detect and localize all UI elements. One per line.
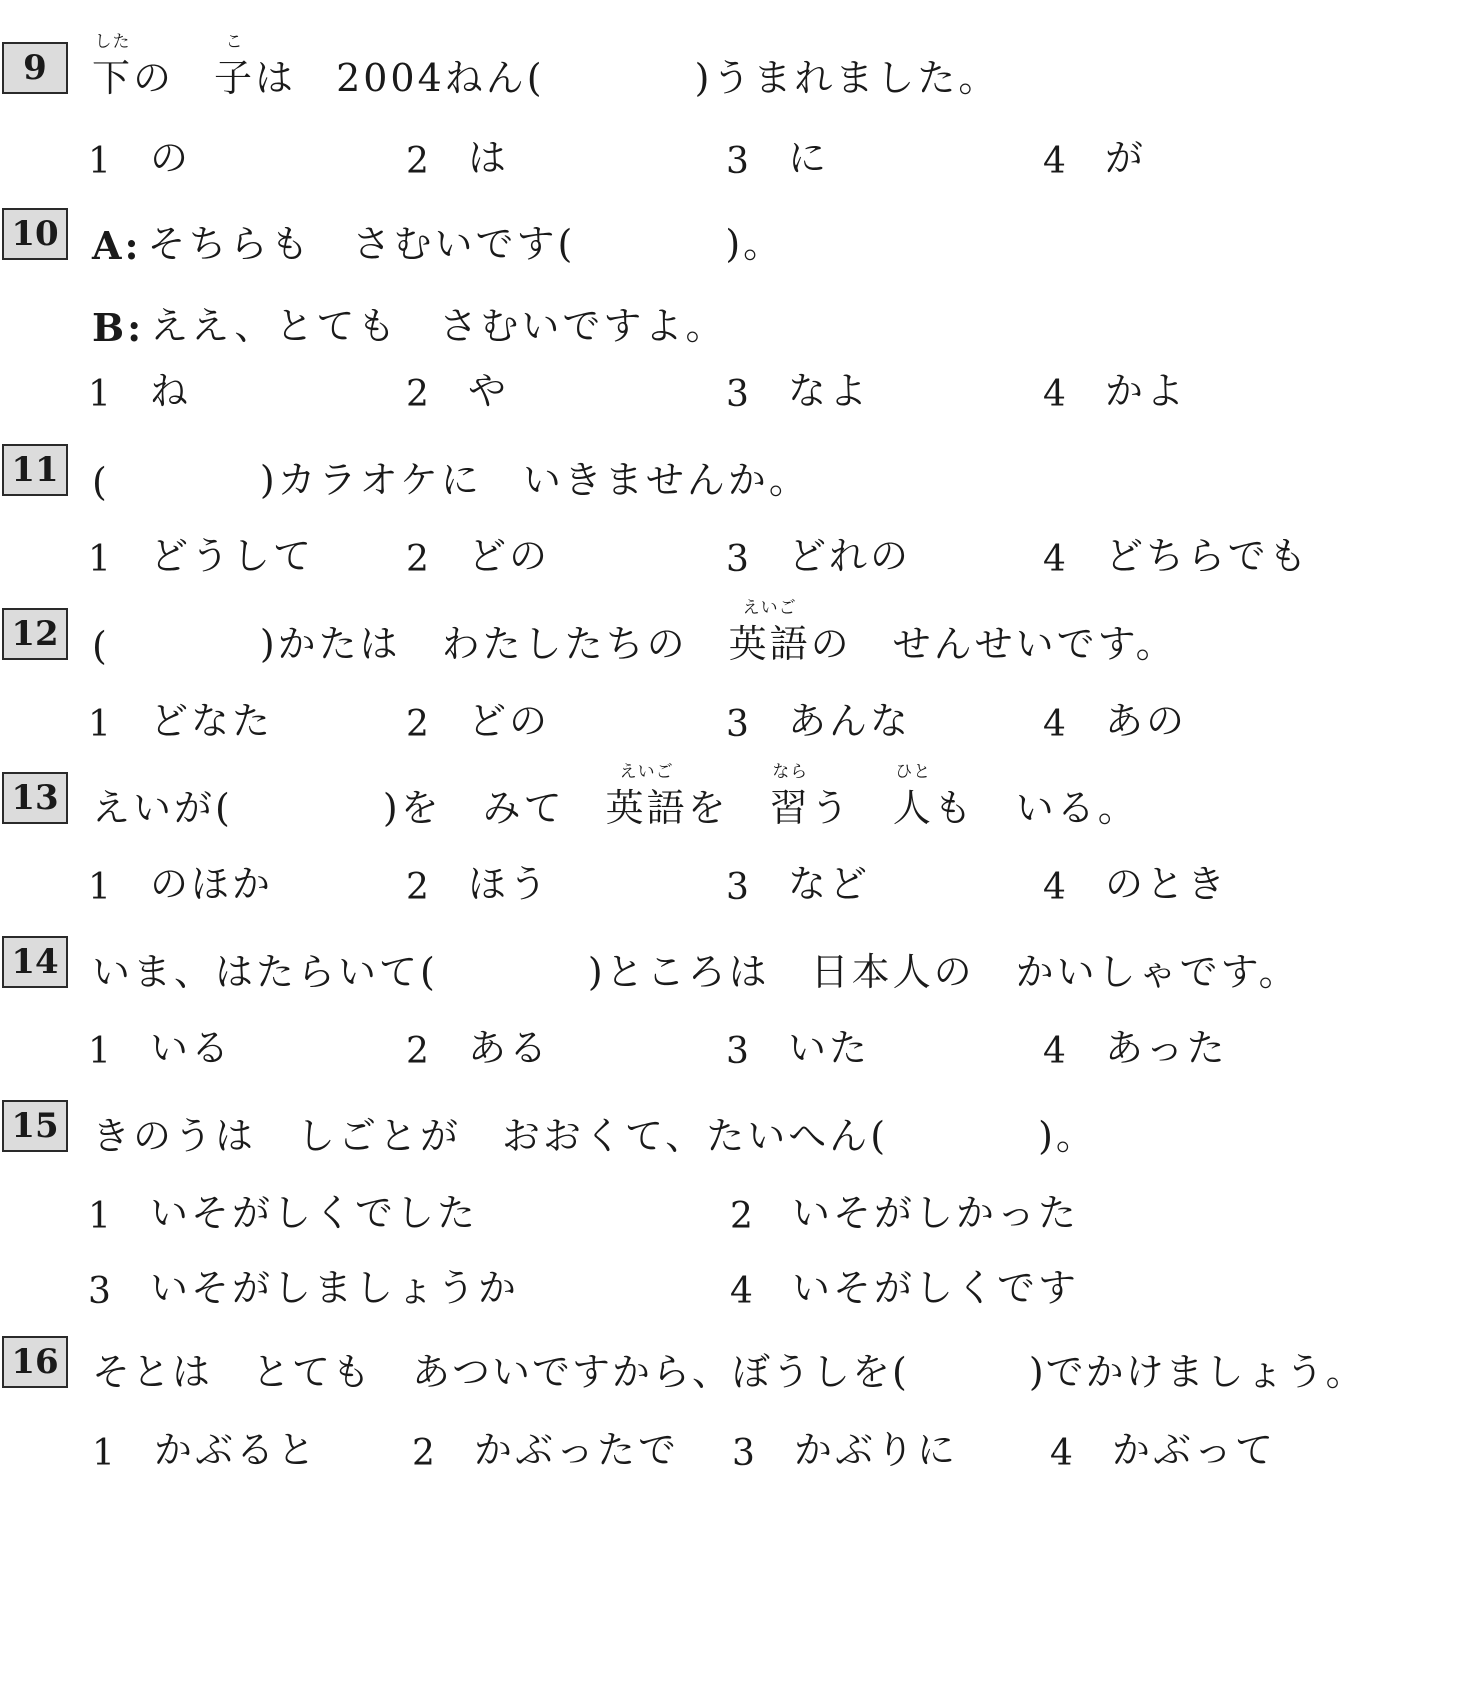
options-12 [0, 685, 1459, 745]
question-15 [0, 1100, 1459, 1160]
question-number: 10 [2, 208, 68, 260]
option-4[interactable]: 4 どちらでも [1043, 534, 1310, 580]
option-4[interactable]: 4 のとき [1043, 862, 1229, 908]
option-1[interactable]: 1 かぶると [92, 1428, 319, 1474]
furigana: えいご [619, 762, 674, 782]
option-1[interactable]: 1 いる [88, 1026, 233, 1072]
option-2[interactable]: 2 どの [406, 534, 551, 580]
option-4[interactable]: 4 かよ [1043, 369, 1188, 415]
option-2[interactable]: 2 いそがしかった [730, 1191, 1080, 1237]
option-3[interactable]: 3 など [726, 862, 871, 908]
ruby-word: なら 習 [770, 777, 811, 832]
option-1[interactable]: 1 どうして [88, 534, 315, 580]
option-4[interactable]: 4 が [1043, 136, 1147, 182]
option-3[interactable]: 3 いた [726, 1026, 871, 1072]
furigana: えいご [742, 598, 797, 618]
options-15-row-2 [0, 1252, 1459, 1312]
question-number: 11 [2, 444, 68, 496]
option-1[interactable]: 1 ね [88, 369, 192, 415]
option-3[interactable]: 3 なよ [726, 369, 871, 415]
question-number: 9 [2, 42, 68, 94]
question-stem: そとは とても あついですから、ぼうしを( )でかけましょう。 [92, 1350, 1366, 1394]
option-2[interactable]: 2 ほう [406, 862, 551, 908]
question-number: 13 [2, 772, 68, 824]
question-12 [0, 598, 1459, 668]
option-2[interactable]: 2 は [406, 136, 510, 182]
options-10 [0, 355, 1459, 415]
question-9 [0, 32, 1459, 102]
question-13 [0, 762, 1459, 832]
ruby-word: えいご 英語 [729, 613, 811, 668]
options-14 [0, 1012, 1459, 1072]
options-11 [0, 520, 1459, 580]
question-stem-b: B: ええ、とても さむいですよ。 [92, 304, 727, 350]
furigana: なら [772, 762, 809, 782]
option-1[interactable]: 1 どなた [88, 699, 274, 745]
furigana: こ [225, 32, 244, 52]
question-stem: きのうは しごとが おおくて、たいへん( )。 [92, 1114, 1097, 1158]
question-10-line-b [0, 290, 1459, 350]
option-2[interactable]: 2 かぶったで [412, 1428, 680, 1474]
option-4[interactable]: 4 かぶって [1050, 1428, 1277, 1474]
option-1[interactable]: 1 の [88, 136, 192, 182]
options-16 [0, 1414, 1459, 1474]
question-stem-a: A: そちらも さむいです( )。 [92, 222, 785, 268]
option-3[interactable]: 3 どれの [726, 534, 912, 580]
question-10 [0, 208, 1459, 268]
options-15-row-1 [0, 1177, 1459, 1237]
question-stem: いま、はたらいて( )ところは 日本人の かいしゃです。 [92, 950, 1300, 994]
question-number: 16 [2, 1336, 68, 1388]
ruby-word: こ 子 [214, 47, 255, 102]
question-stem: ( )カラオケに いきませんか。 [92, 458, 810, 504]
option-2[interactable]: 2 どの [406, 699, 551, 745]
option-3[interactable]: 3 あんな [726, 699, 912, 745]
question-number: 15 [2, 1100, 68, 1152]
question-14 [0, 936, 1459, 996]
option-2[interactable]: 2 ある [406, 1026, 551, 1072]
ruby-word: した 下 [92, 47, 133, 102]
options-9 [0, 122, 1459, 182]
question-11 [0, 444, 1459, 504]
question-stem: ( )かたは わたしたちの えいご 英語 の せんせいです。 [92, 608, 1177, 668]
question-stem: えいが( )を みて えいご 英語 を なら 習 う ひと 人 も いる。 [92, 772, 1139, 832]
option-1[interactable]: 1 のほか [88, 862, 274, 908]
option-1[interactable]: 1 いそがしくでした [88, 1191, 479, 1237]
furigana: ひと [895, 762, 932, 782]
option-3[interactable]: 3 に [726, 136, 830, 182]
question-stem: した 下 の こ 子 は 2004ねん( )うまれました。 [92, 42, 999, 102]
question-number: 12 [2, 608, 68, 660]
option-3[interactable]: 3 かぶりに [732, 1428, 959, 1474]
options-13 [0, 848, 1459, 908]
ruby-word: えいご 英語 [606, 777, 688, 832]
option-2[interactable]: 2 や [406, 369, 510, 415]
ruby-word: ひと 人 [893, 777, 934, 832]
option-3[interactable]: 3 いそがしましょうか [88, 1266, 520, 1312]
furigana: した [94, 32, 131, 52]
speaker-label: B: [92, 305, 145, 350]
speaker-label: A: [92, 223, 142, 268]
question-16 [0, 1336, 1459, 1396]
option-4[interactable]: 4 あった [1043, 1026, 1228, 1072]
option-4[interactable]: 4 あの [1043, 699, 1188, 745]
question-number: 14 [2, 936, 68, 988]
option-4[interactable]: 4 いそがしくです [730, 1266, 1080, 1312]
